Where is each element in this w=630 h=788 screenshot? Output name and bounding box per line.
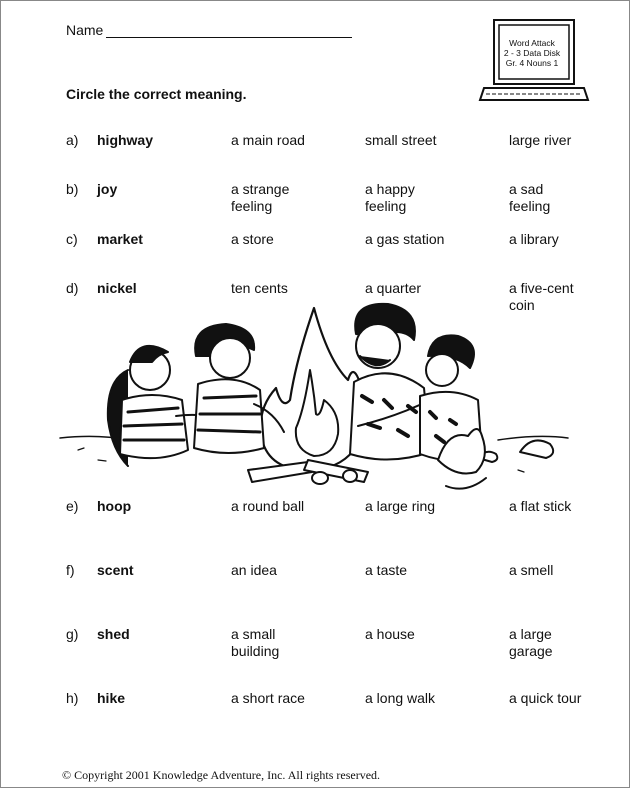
answer-choice[interactable]: a smell — [509, 562, 554, 578]
question-word: highway — [97, 132, 154, 148]
question-letter: f) — [66, 562, 75, 578]
answer-choice[interactable]: a sad feeling — [509, 181, 551, 214]
answer-choice[interactable]: a main road — [231, 132, 305, 148]
answer-choice[interactable]: a strange feeling — [231, 181, 290, 214]
answer-choice[interactable]: small street — [365, 132, 437, 148]
disk-label-line: Gr. 4 Nouns 1 — [505, 58, 559, 68]
name-field-line[interactable] — [106, 37, 352, 38]
answer-choice[interactable]: large river — [509, 132, 572, 148]
answer-choice[interactable]: a long walk — [365, 690, 436, 706]
name-label: Name — [66, 22, 104, 38]
answer-choice[interactable]: a round ball — [231, 498, 305, 514]
answer-choice[interactable]: a short race — [231, 690, 305, 706]
question-word: nickel — [97, 280, 137, 296]
question-word: market — [97, 231, 143, 247]
answer-choice[interactable]: a house — [365, 626, 415, 642]
answer-choice[interactable]: a gas station — [365, 231, 445, 247]
question-word: scent — [97, 562, 134, 578]
copyright-footer: © Copyright 2001 Knowledge Adventure, Inc. All rights reserved. — [62, 768, 381, 782]
answer-choice[interactable]: a store — [231, 231, 274, 247]
answer-choice[interactable]: a happy feeling — [365, 181, 415, 214]
disk-label-line: Word Attack — [509, 38, 555, 48]
question-letter: g) — [66, 626, 79, 642]
answer-choice[interactable]: a five-cent coin — [509, 280, 574, 313]
answer-choice[interactable]: a large ring — [365, 498, 436, 514]
question-word: hike — [97, 690, 126, 706]
question-word: hoop — [97, 498, 132, 514]
question-word: joy — [97, 181, 118, 197]
question-letter: e) — [66, 498, 79, 514]
answer-choice[interactable]: a large garage — [509, 626, 553, 659]
answer-choice[interactable]: a taste — [365, 562, 408, 578]
instruction-text: Circle the correct meaning. — [66, 86, 247, 102]
answer-choice[interactable]: an idea — [231, 562, 277, 578]
campfire-illustration — [58, 300, 570, 495]
disk-label-line: 2 - 3 Data Disk — [503, 48, 561, 58]
answer-choice[interactable]: ten cents — [231, 280, 288, 296]
answer-choice[interactable]: a flat stick — [509, 498, 572, 514]
question-letter: a) — [66, 132, 79, 148]
answer-choice[interactable]: a library — [509, 231, 559, 247]
disk-label — [497, 38, 567, 68]
answer-choice[interactable]: a quarter — [365, 280, 422, 296]
question-letter: h) — [66, 690, 79, 706]
question-letter: c) — [66, 231, 78, 247]
answer-choice[interactable]: a small building — [231, 626, 280, 659]
question-letter: b) — [66, 181, 79, 197]
question-word: shed — [97, 626, 130, 642]
question-letter: d) — [66, 280, 79, 296]
answer-choice[interactable]: a quick tour — [509, 690, 582, 706]
